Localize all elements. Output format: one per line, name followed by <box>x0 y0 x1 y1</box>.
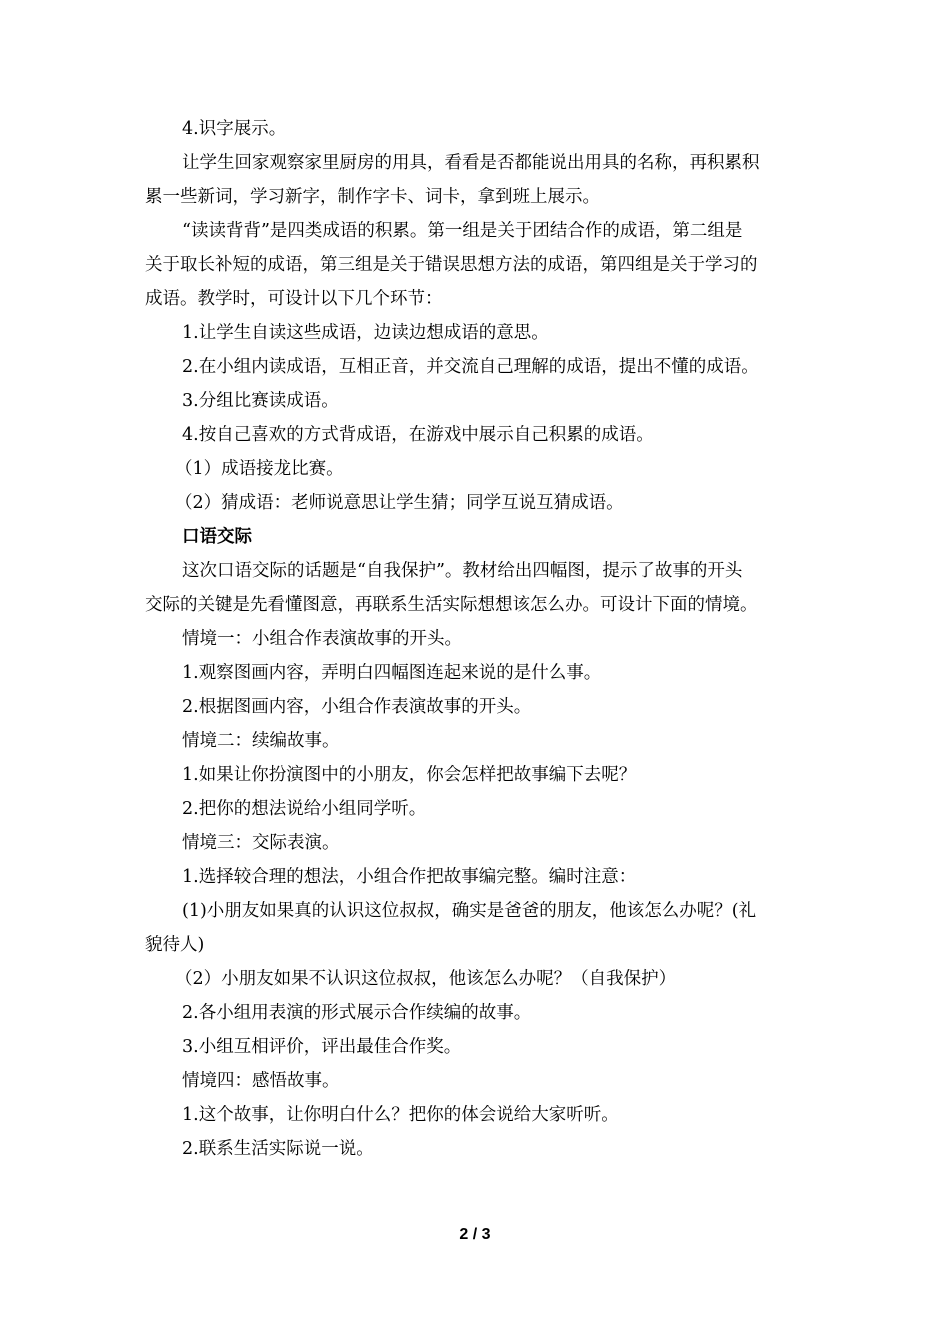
text-line: 3.小组互相评价，评出最佳合作奖。 <box>182 1037 462 1057</box>
page-number: 2 / 3 <box>459 1226 491 1243</box>
text-line: 成语。教学时，可设计以下几个环节： <box>145 289 443 309</box>
text-line: 貌待人) <box>145 935 205 955</box>
text-line: 交际的关键是先看懂图意，再联系生活实际想想该怎么办。可设计下面的情境。 <box>145 595 758 615</box>
text-line: 这次口语交际的话题是“自我保护”。教材给出四幅图，提示了故事的开头 <box>182 561 743 581</box>
text-line: “读读背背”是四类成语的积累。第一组是关于团结合作的成语，第二组是 <box>182 221 743 241</box>
text-line: 1.让学生自读这些成语，边读边想成语的意思。 <box>182 323 549 343</box>
text-line: 情境四：感悟故事。 <box>182 1071 340 1091</box>
text-line: （2）小朋友如果不认识这位叔叔，他该怎么办呢？（自我保护） <box>175 969 677 989</box>
text-line: 累一些新词，学习新字，制作字卡、词卡，拿到班上展示。 <box>145 187 600 207</box>
text-line: 让学生回家观察家里厨房的用具，看看是否都能说出用具的名称，再积累积 <box>182 153 760 173</box>
text-line: 情境二：续编故事。 <box>182 731 340 751</box>
text-line: 4.识字展示。 <box>182 119 287 139</box>
text-line: 4.按自己喜欢的方式背成语，在游戏中展示自己积累的成语。 <box>182 425 654 445</box>
text-line: 2.把你的想法说给小组同学听。 <box>182 799 427 819</box>
text-line: 情境一：小组合作表演故事的开头。 <box>182 629 462 649</box>
text-line: 2.各小组用表演的形式展示合作续编的故事。 <box>182 1003 532 1023</box>
text-line: 3.分组比赛读成语。 <box>182 391 339 411</box>
text-line: (1)小朋友如果真的认识这位叔叔，确实是爸爸的朋友，他该怎么办呢？(礼 <box>182 901 757 921</box>
text-line: 情境三：交际表演。 <box>182 833 340 853</box>
text-line: 1.观察图画内容，弄明白四幅图连起来说的是什么事。 <box>182 663 602 683</box>
text-line: 1.如果让你扮演图中的小朋友，你会怎样把故事编下去呢？ <box>182 765 637 785</box>
section-heading: 口语交际 <box>182 527 252 547</box>
text-line: 1.选择较合理的想法，小组合作把故事编完整。编时注意： <box>182 867 637 887</box>
text-line: 1.这个故事，让你明白什么？把你的体会说给大家听听。 <box>182 1105 619 1125</box>
text-line: （1）成语接龙比赛。 <box>175 459 344 479</box>
text-line: 2.联系生活实际说一说。 <box>182 1139 374 1159</box>
text-line: 关于取长补短的成语，第三组是关于错误思想方法的成语，第四组是关于学习的 <box>145 255 758 275</box>
text-line: 2.根据图画内容，小组合作表演故事的开头。 <box>182 697 532 717</box>
text-line: （2）猜成语：老师说意思让学生猜；同学互说互猜成语。 <box>175 493 624 513</box>
body-text <box>145 112 810 1166</box>
text-line: 2.在小组内读成语，互相正音，并交流自己理解的成语，提出不懂的成语。 <box>182 357 759 377</box>
